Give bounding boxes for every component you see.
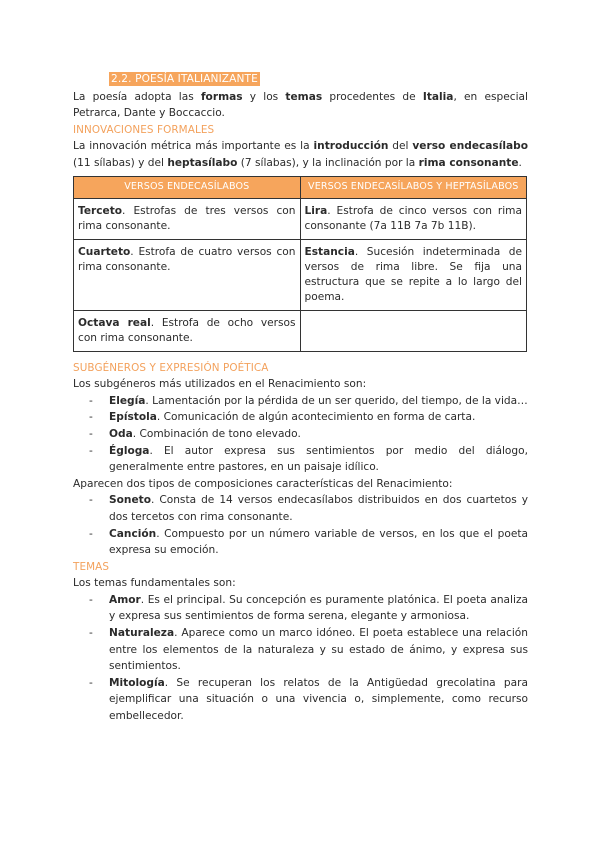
cell-text: . Estrofa de cuatro versos con rima consonante. xyxy=(78,245,296,273)
table-cell xyxy=(74,310,301,351)
stanza-table xyxy=(73,176,527,352)
item-text: . El autor expresa sus sentimientos por medio del diálogo, generalmente entre pastores, en un paisaje idílico. xyxy=(109,444,528,474)
item-term: Amor xyxy=(109,593,141,606)
table-header-cell: VERSOS ENDECASÍLABOS xyxy=(74,176,301,198)
item-text: . Aparece como un marco idóneo. El poeta establece una relación entre los elementos de la naturaleza y su estado de ánimo, y expresa sus sentimientos. xyxy=(109,627,528,673)
text-run: . xyxy=(518,156,522,169)
cell-term: Terceto xyxy=(78,204,123,217)
item-text: . Comunicación de algún acontecimiento en forma de carta. xyxy=(156,411,476,424)
list-item xyxy=(73,675,528,725)
list-item xyxy=(73,409,528,426)
document-page xyxy=(73,71,528,725)
bold-term: rima consonante xyxy=(418,156,519,169)
temas-list xyxy=(73,592,528,725)
dash-bullet: - xyxy=(89,394,93,407)
table-header-row xyxy=(74,176,527,198)
list-item xyxy=(73,592,528,625)
text-run: del xyxy=(388,140,413,153)
item-term: Canción xyxy=(109,527,157,540)
cell-text: . Sucesión indeterminada de versos de rima libre. Se fija una estructura que se repite a lo largo del poema. xyxy=(304,245,522,303)
text-run: La innovación métrica más importante es la xyxy=(73,140,314,153)
cell-text: . Estrofas de tres versos con rima consonante. xyxy=(78,204,296,232)
intro-paragraph xyxy=(73,89,528,122)
dash-bullet: - xyxy=(89,676,93,689)
cell-term: Cuarteto xyxy=(78,245,131,258)
item-term: Soneto xyxy=(109,494,151,507)
dash-bullet: - xyxy=(89,427,93,440)
text-run: La poesía adopta las xyxy=(73,90,201,103)
list-item xyxy=(73,426,528,443)
text-run: procedentes de xyxy=(322,90,423,103)
title-block xyxy=(73,71,528,88)
dash-bullet: - xyxy=(89,627,93,640)
subgeneros-intro: Los subgéneros más utilizados en el Renacimiento son: xyxy=(73,378,367,391)
dash-bullet: - xyxy=(89,444,93,457)
table-cell xyxy=(300,239,527,310)
bold-term: temas xyxy=(285,90,323,103)
item-term: Oda xyxy=(109,427,133,440)
bold-term: Italia xyxy=(422,90,454,103)
temas-intro: Los temas fundamentales son: xyxy=(73,577,236,590)
table-cell xyxy=(74,239,301,310)
cell-text: . Estrofa de ocho versos con rima consonante. xyxy=(78,316,296,344)
item-term: Naturaleza xyxy=(109,627,175,640)
table-cell xyxy=(300,198,527,239)
composiciones-intro: Aparecen dos tipos de composiciones características del Renacimiento: xyxy=(73,477,453,490)
dash-bullet: - xyxy=(89,593,93,606)
list-item xyxy=(73,393,528,410)
table-header-cell: VERSOS ENDECASÍLABOS Y HEPTASÍLABOS xyxy=(300,176,527,198)
table-row xyxy=(74,198,527,239)
table-row xyxy=(74,239,527,310)
item-text: . Se recuperan los relatos de la Antigüedad grecolatina para ejemplificar una situación o una vivencia o, simplemente, como recurso embellecedor. xyxy=(109,676,528,723)
list-item xyxy=(73,526,528,559)
section-title: 2.2. POESÍA ITALIANIZANTE xyxy=(111,73,258,85)
dash-bullet: - xyxy=(89,527,93,540)
innovaciones-heading: INNOVACIONES FORMALES xyxy=(73,123,215,136)
table-cell-empty xyxy=(300,310,527,351)
table-cell xyxy=(74,198,301,239)
item-term: Mitología xyxy=(109,676,165,689)
item-term: Epístola xyxy=(109,411,157,424)
bold-term: introducción xyxy=(313,140,389,153)
dash-bullet: - xyxy=(89,411,93,424)
item-text: . Lamentación por la pérdida de un ser querido, del tiempo, de la vida… xyxy=(145,394,528,407)
item-text: . Compuesto por un número variable de versos, en los que el poeta expresa su emoción. xyxy=(109,527,528,557)
temas-heading: TEMAS xyxy=(73,560,110,573)
list-item xyxy=(73,443,528,476)
bold-term: verso endecasílabo xyxy=(412,140,529,153)
cell-term: Octava real xyxy=(78,316,151,329)
list-item xyxy=(73,492,528,525)
item-text: . Combinación de tono elevado. xyxy=(132,427,301,440)
cell-term: Estancia xyxy=(304,245,355,258)
text-run: (11 sílabas) y del xyxy=(73,156,168,169)
dash-bullet: - xyxy=(89,494,93,507)
item-text: . Consta de 14 versos endecasílabos distribuidos en dos cuartetos y dos tercetos con rima consonante. xyxy=(109,494,528,523)
text-run: y los xyxy=(242,90,286,103)
subgeneros-list xyxy=(73,393,528,476)
item-text: . Es el principal. Su concepción es puramente platónica. El poeta analiza y expresa sus sentimientos de forma serena, elegante y armoniosa. xyxy=(109,593,528,623)
item-term: Elegía xyxy=(109,394,146,407)
item-term: Égloga xyxy=(109,444,150,457)
bold-term: heptasílabo xyxy=(167,156,238,169)
table-row xyxy=(74,310,527,351)
subgeneros-heading: SUBGÉNEROS Y EXPRESIÓN POÉTICA xyxy=(73,361,269,374)
text-run: (7 sílabas), y la inclinación por la xyxy=(237,156,419,169)
bold-term: formas xyxy=(200,90,243,103)
text-run: , en especial Petrarca, Dante y Boccaccio. xyxy=(73,90,528,120)
innovaciones-paragraph xyxy=(73,138,528,171)
composiciones-list xyxy=(73,492,528,558)
list-item xyxy=(73,625,528,675)
cell-term: Lira xyxy=(304,204,328,217)
cell-text: . Estrofa de cinco versos con rima consonante (7a 11B 7a 7b 11B). xyxy=(304,204,522,232)
